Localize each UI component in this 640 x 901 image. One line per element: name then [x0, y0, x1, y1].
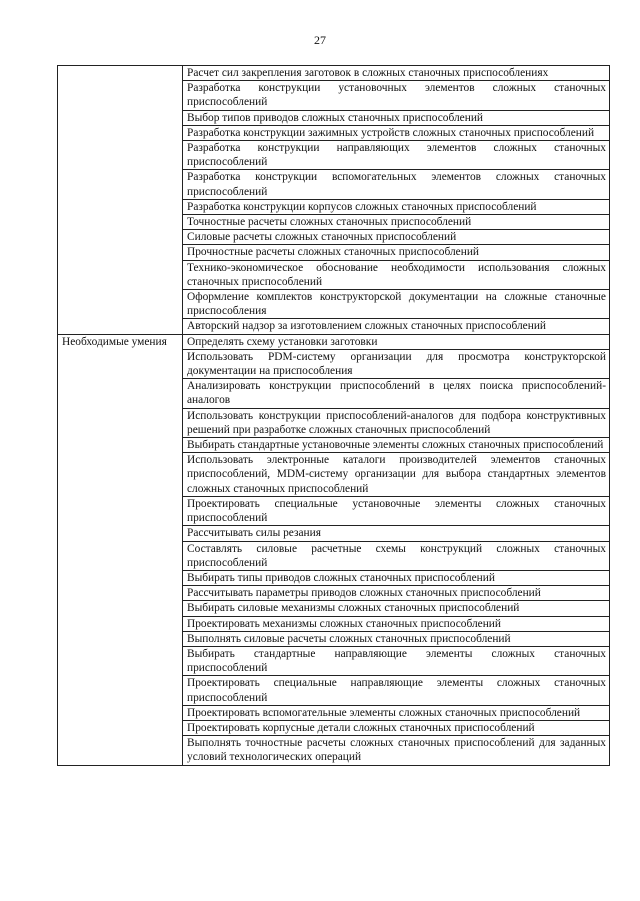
item-text: Разработка конструкции зажимных устройств сложных станочных приспособлений [187, 126, 595, 139]
item-text: Рассчитывать силы резания [187, 527, 321, 540]
competency-table [57, 65, 610, 766]
table-row [58, 66, 610, 81]
item-text: Разработка конструкции вспомогательных элементов сложных станочных приспособлений [187, 171, 606, 198]
item-text: Прочностные расчеты сложных станочных приспособлений [187, 246, 480, 259]
item-cell [183, 215, 610, 230]
item-text: Оформление комплектов конструкторской документации на сложные станочные приспособления [187, 291, 606, 318]
item-text: Использовать PDM-систему организации для просмотра конструкторской документации на приспособления [187, 350, 606, 378]
item-cell [183, 408, 610, 437]
item-text: Разработка конструкции направляющих элементов сложных станочных приспособлений [187, 142, 606, 169]
table-row [58, 334, 610, 349]
item-text: Расчет сил закрепления заготовок в сложных станочных приспособлениях [187, 67, 549, 79]
item-text: Проектировать корпусные детали сложных станочных приспособлений [187, 721, 535, 734]
item-text: Проектировать механизмы сложных станочных приспособлений [187, 617, 501, 630]
item-cell [183, 199, 610, 214]
item-cell [183, 705, 610, 720]
item-text: Выбирать стандартные установочные элементы сложных станочных приспособлений [187, 439, 604, 452]
item-text: Проектировать специальные установочные элементы сложных станочных приспособлений [187, 497, 606, 525]
item-cell [183, 616, 610, 631]
item-text: Проектировать вспомогательные элементы сложных станочных приспособлений [187, 706, 581, 719]
item-cell [183, 125, 610, 140]
item-cell [183, 720, 610, 735]
item-cell [183, 736, 610, 765]
item-cell [183, 319, 610, 334]
item-cell [183, 245, 610, 260]
item-text: Использовать конструкции приспособлений-аналогов для подбора конструктивных решений при разработке сложных станочных приспособлений [187, 409, 606, 436]
item-text: Разработка конструкции установочных элементов сложных станочных приспособлений [187, 82, 606, 109]
item-text: Выбирать типы приводов сложных станочных приспособлений [187, 571, 495, 584]
item-cell [183, 379, 610, 408]
item-cell [183, 230, 610, 245]
item-text: Проектировать специальные направляющие элементы сложных станочных приспособлений [187, 677, 606, 704]
item-cell [183, 453, 610, 497]
item-cell [183, 646, 610, 675]
item-text: Составлять силовые расчетные схемы конструкций сложных станочных приспособлений [187, 542, 606, 569]
item-cell [183, 601, 610, 616]
item-text: Определять схему установки заготовки [187, 335, 378, 348]
item-cell [183, 676, 610, 705]
item-cell [183, 349, 610, 378]
section-label-cell [58, 66, 183, 335]
item-cell [183, 438, 610, 453]
item-text: Авторский надзор за изготовлением сложных станочных приспособлений [187, 320, 547, 333]
item-cell [183, 81, 610, 110]
item-cell [183, 496, 610, 525]
page-number: 27 [314, 33, 326, 47]
item-text: Анализировать конструкции приспособлений в целях поиска приспособлений-аналогов [187, 380, 606, 407]
item-cell [183, 110, 610, 125]
section-label: Необходимые умения [62, 335, 167, 348]
item-text: Выбирать стандартные направляющие элементы сложных станочных приспособлений [187, 647, 606, 675]
item-text: Разработка конструкции корпусов сложных станочных приспособлений [187, 200, 537, 213]
item-text: Выбирать силовые механизмы сложных станочных приспособлений [187, 602, 520, 615]
item-cell [183, 170, 610, 199]
item-cell [183, 586, 610, 601]
item-cell [183, 334, 610, 349]
item-text: Рассчитывать параметры приводов сложных станочных приспособлений [187, 587, 541, 600]
item-text: Выполнять силовые расчеты сложных станочных приспособлений [187, 632, 511, 645]
item-cell [183, 141, 610, 170]
item-cell [183, 570, 610, 585]
item-text: Силовые расчеты сложных станочных приспособлений [187, 231, 457, 244]
item-text: Использовать электронные каталоги производителей элементов станочных приспособлений, MDM-систему организации для выбора стандартных элементов сложных станочных приспособлений [187, 454, 606, 495]
item-cell [183, 526, 610, 541]
competency-table-body [58, 66, 610, 766]
item-text: Технико-экономическое обоснование необходимости использования сложных станочных приспособлений [187, 261, 606, 288]
item-text: Выбор типов приводов сложных станочных приспособлений [187, 111, 484, 124]
item-cell [183, 66, 610, 81]
item-cell [183, 260, 610, 289]
item-cell [183, 541, 610, 570]
item-cell [183, 290, 610, 319]
item-text: Точностные расчеты сложных станочных приспособлений [187, 216, 472, 229]
item-cell [183, 631, 610, 646]
section-label-cell [58, 334, 183, 765]
item-text: Выполнять точностные расчеты сложных станочных приспособлений для заданных условий технологических операций [187, 737, 606, 764]
